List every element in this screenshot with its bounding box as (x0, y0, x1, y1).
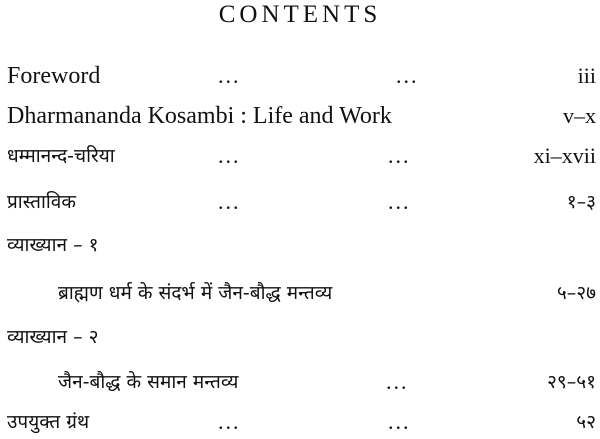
toc-entry-label: धम्मानन्द-चरिया (7, 145, 115, 167)
page-title: CONTENTS (218, 1, 382, 28)
toc-page-number: xi–xvii (533, 143, 596, 168)
toc-entry-label: Foreword (7, 63, 101, 89)
toc-section-label: व्याख्यान – २ (7, 326, 99, 348)
leader-dots: ... (218, 143, 241, 168)
leader-dots: ... (388, 409, 411, 434)
toc-page-number: iii (577, 63, 596, 88)
toc-entry-label: जैन-बौद्ध के समान मन्तव्य (58, 371, 239, 393)
toc-entry-life-and-work[interactable] (0, 101, 600, 131)
toc-entry-foreword[interactable] (0, 61, 600, 91)
leader-dots: ... (386, 369, 409, 394)
toc-page-number: v–x (563, 103, 596, 128)
toc-section-label: व्याख्यान – १ (7, 234, 99, 256)
toc-page-number: ५–२७ (556, 282, 596, 304)
leader-dots: ... (396, 63, 419, 88)
toc-section-lecture-2[interactable] (0, 322, 600, 352)
toc-entry-lecture-2-topic[interactable] (0, 367, 600, 397)
leader-dots: ... (388, 189, 411, 214)
toc-page-number: ५२ (576, 411, 596, 433)
toc-entry-lecture-1-topic[interactable] (0, 278, 600, 308)
leader-dots: ... (218, 189, 241, 214)
toc-page-number: १–३ (566, 191, 596, 213)
toc-entry-label: ब्राह्मण धर्म के संदर्भ में जैन-बौद्ध मन्तव्य (58, 282, 333, 304)
toc-section-lecture-1[interactable] (0, 230, 600, 260)
toc-entry-bibliography[interactable] (0, 407, 600, 437)
toc-entry-label: प्रास्ताविक (7, 191, 76, 213)
toc-page-number: २९–५१ (546, 371, 596, 393)
toc-entry-label: Dharmananda Kosambi : Life and Work (7, 103, 392, 129)
toc-entry-dhammananda-cariya[interactable] (0, 141, 600, 171)
leader-dots: ... (388, 143, 411, 168)
leader-dots: ... (218, 63, 241, 88)
leader-dots: ... (218, 409, 241, 434)
toc-entry-label: उपयुक्त ग्रंथ (7, 411, 90, 433)
toc-entry-prastavik[interactable] (0, 187, 600, 217)
